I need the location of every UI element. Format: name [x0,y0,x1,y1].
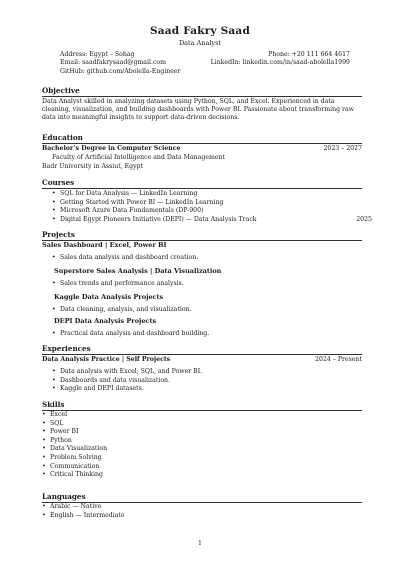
resume-role: Data Analyst [178,39,222,47]
experience-items [52,368,362,394]
list-item: • Data Visualization [42,445,352,454]
section-divider [42,188,362,189]
project-items [52,280,362,289]
section-divider [42,354,362,355]
skills-heading: Skills [42,400,65,409]
languages-list [42,503,352,520]
email-link[interactable]: Email: saadfakrysaad@gmail.com [60,59,166,67]
faculty-text: Faculty of Artificial Intelligence and Data Management [52,154,225,161]
experience-row [42,356,362,363]
page-number: 1 [198,540,202,547]
skills-list [42,411,352,480]
list-item: • Data cleaning, analysis, and visualization. [52,306,362,315]
education-dates: 2023 – 2027 [323,145,362,152]
list-item: • SQL [42,420,352,429]
list-item: • Excel [42,411,352,420]
list-item: • Microsoft Azure Data Fundamentals (DP-900) [52,207,362,216]
list-item: • SQL for Data Analysis — LinkedIn Learning [52,190,362,199]
experiences-heading: Experiences [42,344,91,353]
phone-text: Phone: +20 111 664 4617 [268,51,350,58]
project-title: Superstore Sales Analysis | Data Visualization [54,267,222,275]
list-item: • English — Intermediate [42,512,352,521]
project-items [52,330,362,339]
list-item: • Practical data analysis and dashboard building. [52,330,362,339]
section-divider [42,96,362,97]
project-items [52,306,362,315]
section-divider [42,143,362,144]
contact-block [60,51,350,76]
list-item: • Sales data analysis and dashboard creation. [52,254,362,263]
resume-name: Saad Fakry Saad [150,25,250,37]
list-item: • Critical Thinking [42,471,352,480]
project-title: Sales Dashboard | Excel, Power BI [42,241,167,249]
list-item: • Kaggle and DEPI datasets. [52,385,362,394]
list-item: • Getting Started with Power BI — LinkedIn Learning [52,199,362,208]
list-item: • Problem Solving [42,454,352,463]
objective-text: Data Analyst skilled in analyzing datasets using Python, SQL, and Excel. Experienced in data cleaning, visualization, and building dashboards with Power BI. Passionate about transforming raw data into meaningful insights to support data-driven decisions. [42,98,354,122]
list-item: • Communication [42,463,352,472]
project-items [52,254,362,263]
list-item: • Dashboards and data visualization. [52,377,362,386]
objective-heading: Objective [42,86,80,95]
list-item: • Sales trends and performance analysis. [52,280,362,289]
github-link[interactable]: GitHub: github.com/Abolella-Engineer [60,67,181,75]
list-item: • Digital Egypt Pioneers Initiative (DEPI) — Data Analysis Track 2025 [52,216,372,225]
project-title: Kaggle Data Analysis Projects [54,293,164,301]
linkedin-link[interactable]: LinkedIn: linkedin.com/in/saad-abolella1999 [210,59,350,67]
courses-list [52,190,372,224]
address-text: Address: Egypt – Sohag [60,51,135,58]
project-title: DEPI Data Analysis Projects [54,317,157,325]
experience-role: Data Analysis Practice | Self Projects [42,356,171,363]
projects-heading: Projects [42,230,75,239]
education-heading: Education [42,133,83,142]
university-text: Badr University in Assiut, Egypt [42,163,144,170]
experience-dates: 2024 – Present [315,356,362,363]
courses-heading: Courses [42,178,75,187]
list-item: • Python [42,437,352,446]
education-degree-row [42,145,362,152]
languages-heading: Languages [42,492,86,501]
list-item: • Power BI [42,428,352,437]
list-item: • Arabic — Native [42,503,352,512]
list-item: • Data analysis with Excel, SQL, and Power BI. [52,368,362,377]
degree-title: Bachelor’s Degree in Computer Science [42,145,181,152]
